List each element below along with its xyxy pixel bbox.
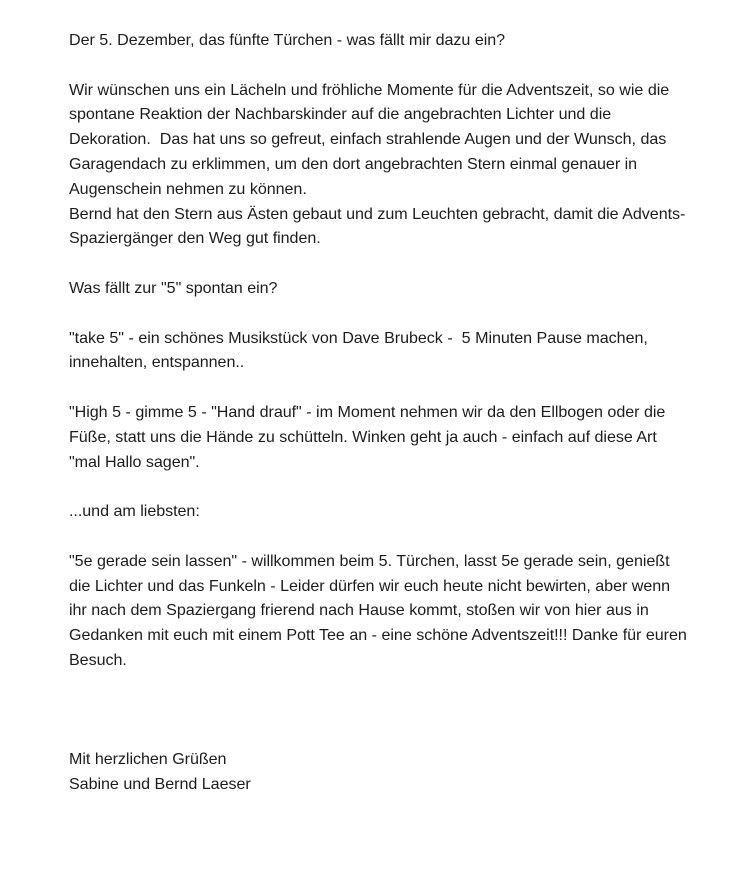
paragraph-star: Bernd hat den Stern aus Ästen gebaut und zum Leuchten gebracht, damit die Advents-Spaziergänger den Weg gut finden. bbox=[69, 204, 686, 248]
blank-line bbox=[69, 375, 691, 400]
signature-closing: Mit herzlichen Grüßen bbox=[69, 750, 227, 769]
blank-line bbox=[69, 474, 691, 499]
blank-lines-before-signature bbox=[69, 673, 691, 747]
paragraph-question-five: Was fällt zur "5" spontan ein? bbox=[69, 278, 278, 297]
paragraph-fuenfe-gerade: "5e gerade sein lassen" - willkommen beim 5. Türchen, lasst 5e gerade sein, genießt die Lichter und das Funkeln - Leider dürfen wir euch heute nicht bewirten, aber wenn ihr nach dem Spaziergang frierend nach Hause kommt, stoßen wir von hier aus in Gedanken mit euch mit einem Pott Tee an - eine schöne Adventszeit!!! Danke für euren Besuch. bbox=[69, 551, 692, 669]
document-body bbox=[69, 28, 691, 797]
document-heading: Der 5. Dezember, das fünfte Türchen - was fällt mir dazu ein? bbox=[69, 31, 506, 49]
blank-line bbox=[69, 53, 691, 78]
signature-names: Sabine und Bernd Laeser bbox=[69, 774, 251, 793]
paragraph-high-five: "High 5 - gimme 5 - "Hand drauf" - im Moment nehmen wir da den Ellbogen oder die Füße, statt uns die Hände zu schütteln. Winken geht ja auch - einfach auf diese Art "mal Hallo sagen". bbox=[69, 402, 670, 471]
blank-line bbox=[69, 251, 691, 276]
blank-line bbox=[69, 524, 691, 549]
blank-line bbox=[69, 301, 691, 326]
paragraph-wishes: Wir wünschen uns ein Lächeln und fröhliche Momente für die Adventszeit, so wie die spontane Reaktion der Nachbarskinder auf die angebrachten Lichter und die Dekoration. Das hat uns so gefreut, einfach strahlende Augen und der Wunsch, das Garagendach zu erklimmen, um den dort angebrachten Stern einmal genauer in Augenschein nehmen zu können. bbox=[69, 80, 674, 198]
paragraph-take-five: "take 5" - ein schönes Musikstück von Dave Brubeck - 5 Minuten Pause machen, innehalten, entspannen.. bbox=[69, 328, 653, 372]
paragraph-favourite-intro: ...und am liebsten: bbox=[69, 502, 200, 521]
